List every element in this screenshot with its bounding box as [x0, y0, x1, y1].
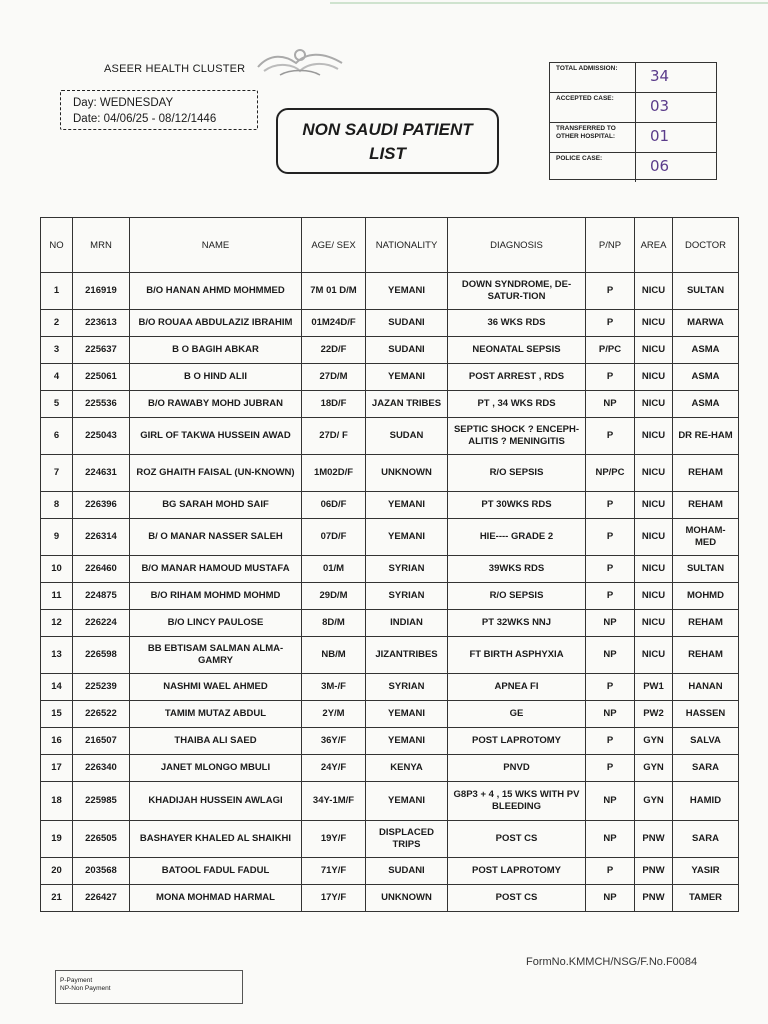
row-number: 12: [41, 610, 73, 637]
payment-cell: P: [586, 273, 635, 310]
patient-name-cell: JANET MLONGO MBULI: [130, 755, 302, 782]
mrn-cell: 225043: [73, 418, 130, 455]
doctor-cell: ASMA: [673, 364, 739, 391]
mrn-cell: 226427: [73, 885, 130, 912]
table-row: [41, 391, 739, 418]
age-sex-cell: 24Y/F: [302, 755, 366, 782]
table-row: [41, 755, 739, 782]
patient-name-cell: BB EBTISAM SALMAN ALMA-GAMRY: [130, 637, 302, 674]
payment-cell: P: [586, 364, 635, 391]
row-number: 1: [41, 273, 73, 310]
patient-name-cell: GIRL OF TAKWA HUSSEIN AWAD: [130, 418, 302, 455]
age-sex-cell: 8D/M: [302, 610, 366, 637]
mrn-cell: 226314: [73, 519, 130, 556]
table-row: [41, 583, 739, 610]
mrn-cell: 226340: [73, 755, 130, 782]
payment-cell: NP: [586, 782, 635, 821]
row-number: 15: [41, 701, 73, 728]
patient-name-cell: BATOOL FADUL FADUL: [130, 858, 302, 885]
nationality-cell: SUDANI: [366, 337, 448, 364]
patient-name-cell: B/O HANAN AHMD MOHMMED: [130, 273, 302, 310]
diagnosis-cell: PT 30WKS RDS: [448, 492, 586, 519]
stat-accepted-case: [550, 93, 716, 123]
patient-name-cell: BG SARAH MOHD SAIF: [130, 492, 302, 519]
table-row: [41, 610, 739, 637]
row-number: 19: [41, 821, 73, 858]
col-header-doctor: DOCTOR: [673, 218, 739, 273]
table-row: [41, 455, 739, 492]
row-number: 18: [41, 782, 73, 821]
mrn-cell: 203568: [73, 858, 130, 885]
nationality-cell: KENYA: [366, 755, 448, 782]
area-cell: NICU: [635, 519, 673, 556]
area-cell: PW2: [635, 701, 673, 728]
doctor-cell: REHAM: [673, 455, 739, 492]
age-sex-cell: 18D/F: [302, 391, 366, 418]
row-number: 20: [41, 858, 73, 885]
col-header-nationality: NATIONALITY: [366, 218, 448, 273]
date-label: Date: 04/06/25 - 08/12/1446: [73, 113, 217, 125]
table-row: [41, 885, 739, 912]
diagnosis-cell: PT 32WKS NNJ: [448, 610, 586, 637]
row-number: 6: [41, 418, 73, 455]
age-sex-cell: 1M02D/F: [302, 455, 366, 492]
age-sex-cell: 19Y/F: [302, 821, 366, 858]
patient-name-cell: NASHMI WAEL AHMED: [130, 674, 302, 701]
age-sex-cell: 27D/ F: [302, 418, 366, 455]
nationality-cell: DISPLACED TRIPS: [366, 821, 448, 858]
patient-name-cell: B O HIND ALII: [130, 364, 302, 391]
row-number: 11: [41, 583, 73, 610]
payment-cell: NP: [586, 637, 635, 674]
mrn-cell: 225536: [73, 391, 130, 418]
patient-name-cell: ROZ GHAITH FAISAL (UN-KNOWN): [130, 455, 302, 492]
mrn-cell: 225637: [73, 337, 130, 364]
mrn-cell: 225985: [73, 782, 130, 821]
form-number: FormNo.KMMCH/NSG/F.No.F0084: [526, 956, 698, 968]
nationality-cell: YEMANI: [366, 782, 448, 821]
table-row: [41, 492, 739, 519]
patient-name-cell: KHADIJAH HUSSEIN AWLAGI: [130, 782, 302, 821]
diagnosis-cell: POST CS: [448, 821, 586, 858]
mrn-cell: 226598: [73, 637, 130, 674]
row-number: 13: [41, 637, 73, 674]
diagnosis-cell: NEONATAL SEPSIS: [448, 337, 586, 364]
age-sex-cell: 7M 01 D/M: [302, 273, 366, 310]
area-cell: NICU: [635, 583, 673, 610]
mrn-cell: 216507: [73, 728, 130, 755]
diagnosis-cell: PT , 34 WKS RDS: [448, 391, 586, 418]
title-line-1: NON SAUDI PATIENT: [302, 120, 473, 139]
payment-cell: P: [586, 519, 635, 556]
payment-cell: P: [586, 755, 635, 782]
doctor-cell: REHAM: [673, 492, 739, 519]
age-sex-cell: NB/M: [302, 637, 366, 674]
doctor-cell: ASMA: [673, 337, 739, 364]
nationality-cell: UNKNOWN: [366, 455, 448, 492]
stat-value: 34: [650, 67, 670, 85]
mrn-cell: 225239: [73, 674, 130, 701]
age-sex-cell: 34Y-1M/F: [302, 782, 366, 821]
row-number: 3: [41, 337, 73, 364]
mrn-cell: 223613: [73, 310, 130, 337]
doctor-cell: HASSEN: [673, 701, 739, 728]
patient-name-cell: BASHAYER KHALED AL SHAIKHI: [130, 821, 302, 858]
row-number: 17: [41, 755, 73, 782]
organization-name: ASEER HEALTH CLUSTER: [104, 63, 246, 75]
age-sex-cell: 17Y/F: [302, 885, 366, 912]
patient-name-cell: B/O ROUAA ABDULAZIZ IBRAHIM: [130, 310, 302, 337]
payment-cell: NP: [586, 821, 635, 858]
row-number: 9: [41, 519, 73, 556]
col-header-age-sex: AGE/ SEX: [302, 218, 366, 273]
age-sex-cell: 07D/F: [302, 519, 366, 556]
area-cell: PNW: [635, 885, 673, 912]
nationality-cell: YEMANI: [366, 273, 448, 310]
doctor-cell: ASMA: [673, 391, 739, 418]
diagnosis-cell: HIE---- GRADE 2: [448, 519, 586, 556]
doctor-cell: SARA: [673, 821, 739, 858]
area-cell: PNW: [635, 858, 673, 885]
payment-cell: P: [586, 583, 635, 610]
patient-name-cell: B/ O MANAR NASSER SALEH: [130, 519, 302, 556]
area-cell: GYN: [635, 782, 673, 821]
table-row: [41, 310, 739, 337]
diagnosis-cell: FT BIRTH ASPHYXIA: [448, 637, 586, 674]
table-row: [41, 418, 739, 455]
diagnosis-cell: R/O SEPSIS: [448, 583, 586, 610]
doctor-cell: TAMER: [673, 885, 739, 912]
table-row: [41, 556, 739, 583]
patient-name-cell: B/O LINCY PAULOSE: [130, 610, 302, 637]
patient-name-cell: B O BAGIH ABKAR: [130, 337, 302, 364]
day-date-box: [60, 90, 258, 130]
table-header-row: [41, 218, 739, 273]
stat-value: 03: [650, 97, 670, 115]
doctor-cell: SALVA: [673, 728, 739, 755]
mrn-cell: 224875: [73, 583, 130, 610]
patient-name-cell: TAMIM MUTAZ ABDUL: [130, 701, 302, 728]
cluster-logo-icon: [250, 43, 350, 81]
payment-cell: NP: [586, 701, 635, 728]
row-number: 7: [41, 455, 73, 492]
patient-name-cell: THAIBA ALI SAED: [130, 728, 302, 755]
col-header-no: NO: [41, 218, 73, 273]
age-sex-cell: 3M-/F: [302, 674, 366, 701]
nationality-cell: SUDANI: [366, 310, 448, 337]
diagnosis-cell: SEPTIC SHOCK ? ENCEPH-ALITIS ? MENINGITIS: [448, 418, 586, 455]
mrn-cell: 226224: [73, 610, 130, 637]
payment-cell: NP: [586, 391, 635, 418]
patient-table: [40, 217, 739, 912]
nationality-cell: INDIAN: [366, 610, 448, 637]
doctor-cell: YASIR: [673, 858, 739, 885]
doctor-cell: MOHMD: [673, 583, 739, 610]
patient-name-cell: B/O RIHAM MOHMD MOHMD: [130, 583, 302, 610]
table-row: [41, 821, 739, 858]
area-cell: NICU: [635, 455, 673, 492]
payment-cell: P: [586, 674, 635, 701]
stat-label: TRANSFERRED TO OTHER HOSPITAL:: [550, 123, 636, 152]
area-cell: NICU: [635, 273, 673, 310]
doctor-cell: MARWA: [673, 310, 739, 337]
payment-cell: P: [586, 418, 635, 455]
col-header-mrn: MRN: [73, 218, 130, 273]
doctor-cell: SULTAN: [673, 273, 739, 310]
area-cell: NICU: [635, 364, 673, 391]
diagnosis-cell: GE: [448, 701, 586, 728]
nationality-cell: SYRIAN: [366, 674, 448, 701]
mrn-cell: 216919: [73, 273, 130, 310]
stat-value: 06: [650, 157, 670, 175]
age-sex-cell: 06D/F: [302, 492, 366, 519]
payment-cell: P: [586, 556, 635, 583]
row-number: 14: [41, 674, 73, 701]
row-number: 8: [41, 492, 73, 519]
row-number: 5: [41, 391, 73, 418]
payment-cell: P: [586, 728, 635, 755]
diagnosis-cell: APNEA FI: [448, 674, 586, 701]
payment-cell: P: [586, 310, 635, 337]
nationality-cell: YEMANI: [366, 492, 448, 519]
area-cell: NICU: [635, 610, 673, 637]
row-number: 16: [41, 728, 73, 755]
area-cell: GYN: [635, 728, 673, 755]
area-cell: NICU: [635, 337, 673, 364]
area-cell: NICU: [635, 637, 673, 674]
stat-transferred: [550, 123, 716, 153]
area-cell: PNW: [635, 821, 673, 858]
age-sex-cell: 01/M: [302, 556, 366, 583]
col-header-area: AREA: [635, 218, 673, 273]
admission-stats-box: [549, 62, 717, 180]
day-label: Day: WEDNESDAY: [73, 97, 174, 109]
age-sex-cell: 29D/M: [302, 583, 366, 610]
area-cell: GYN: [635, 755, 673, 782]
mrn-cell: 226505: [73, 821, 130, 858]
patient-name-cell: B/O RAWABY MOHD JUBRAN: [130, 391, 302, 418]
payment-cell: P/PC: [586, 337, 635, 364]
title-line-2: LIST: [369, 144, 406, 163]
stat-total-admission: [550, 63, 716, 93]
diagnosis-cell: POST CS: [448, 885, 586, 912]
age-sex-cell: 22D/F: [302, 337, 366, 364]
table-row: [41, 728, 739, 755]
doctor-cell: REHAM: [673, 610, 739, 637]
diagnosis-cell: PNVD: [448, 755, 586, 782]
row-number: 4: [41, 364, 73, 391]
nationality-cell: SYRIAN: [366, 556, 448, 583]
payment-cell: NP: [586, 885, 635, 912]
age-sex-cell: 36Y/F: [302, 728, 366, 755]
col-header-payment: P/NP: [586, 218, 635, 273]
doctor-cell: HAMID: [673, 782, 739, 821]
payment-cell: P: [586, 858, 635, 885]
mrn-cell: 225061: [73, 364, 130, 391]
table-row: [41, 858, 739, 885]
col-header-name: NAME: [130, 218, 302, 273]
table-row: [41, 782, 739, 821]
stat-police-case: [550, 153, 716, 182]
doctor-cell: HANAN: [673, 674, 739, 701]
diagnosis-cell: R/O SEPSIS: [448, 455, 586, 492]
nationality-cell: YEMANI: [366, 728, 448, 755]
age-sex-cell: 27D/M: [302, 364, 366, 391]
row-number: 2: [41, 310, 73, 337]
doctor-cell: MOHAM-MED: [673, 519, 739, 556]
col-header-diagnosis: DIAGNOSIS: [448, 218, 586, 273]
area-cell: NICU: [635, 556, 673, 583]
diagnosis-cell: POST LAPROTOMY: [448, 858, 586, 885]
diagnosis-cell: 39WKS RDS: [448, 556, 586, 583]
table-row: [41, 519, 739, 556]
area-cell: NICU: [635, 310, 673, 337]
nationality-cell: YEMANI: [366, 701, 448, 728]
area-cell: NICU: [635, 418, 673, 455]
age-sex-cell: 01M24D/F: [302, 310, 366, 337]
nationality-cell: JAZAN TRIBES: [366, 391, 448, 418]
table-row: [41, 674, 739, 701]
doctor-cell: REHAM: [673, 637, 739, 674]
diagnosis-cell: 36 WKS RDS: [448, 310, 586, 337]
mrn-cell: 226460: [73, 556, 130, 583]
nationality-cell: JIZANTRIBES: [366, 637, 448, 674]
doctor-cell: DR RE-HAM: [673, 418, 739, 455]
doctor-cell: SARA: [673, 755, 739, 782]
table-row: [41, 273, 739, 310]
top-edge-line: [330, 2, 768, 4]
mrn-cell: 226396: [73, 492, 130, 519]
nationality-cell: UNKNOWN: [366, 885, 448, 912]
page-title: [276, 108, 499, 174]
table-row: [41, 701, 739, 728]
doctor-cell: SULTAN: [673, 556, 739, 583]
stat-label: POLICE CASE:: [550, 153, 636, 182]
legend-payment: P-Payment: [60, 977, 93, 984]
table-row: [41, 337, 739, 364]
payment-legend: [55, 970, 243, 1004]
stat-label: TOTAL ADMISSION:: [550, 63, 636, 92]
diagnosis-cell: POST ARREST , RDS: [448, 364, 586, 391]
row-number: 21: [41, 885, 73, 912]
age-sex-cell: 71Y/F: [302, 858, 366, 885]
table-row: [41, 364, 739, 391]
area-cell: PW1: [635, 674, 673, 701]
stat-label: ACCEPTED CASE:: [550, 93, 636, 122]
age-sex-cell: 2Y/M: [302, 701, 366, 728]
area-cell: NICU: [635, 492, 673, 519]
diagnosis-cell: G8P3 + 4 , 15 WKS WITH PV BLEEDING: [448, 782, 586, 821]
row-number: 10: [41, 556, 73, 583]
nationality-cell: YEMANI: [366, 364, 448, 391]
patient-name-cell: B/O MANAR HAMOUD MUSTAFA: [130, 556, 302, 583]
payment-cell: P: [586, 492, 635, 519]
payment-cell: NP/PC: [586, 455, 635, 492]
mrn-cell: 224631: [73, 455, 130, 492]
table-row: [41, 637, 739, 674]
nationality-cell: SUDANI: [366, 858, 448, 885]
diagnosis-cell: DOWN SYNDROME, DE-SATUR-TION: [448, 273, 586, 310]
legend-non-payment: NP-Non Payment: [60, 985, 111, 992]
nationality-cell: SYRIAN: [366, 583, 448, 610]
area-cell: NICU: [635, 391, 673, 418]
nationality-cell: SUDAN: [366, 418, 448, 455]
diagnosis-cell: POST LAPROTOMY: [448, 728, 586, 755]
mrn-cell: 226522: [73, 701, 130, 728]
stat-value: 01: [650, 127, 670, 145]
payment-cell: NP: [586, 610, 635, 637]
nationality-cell: YEMANI: [366, 519, 448, 556]
patient-name-cell: MONA MOHMAD HARMAL: [130, 885, 302, 912]
